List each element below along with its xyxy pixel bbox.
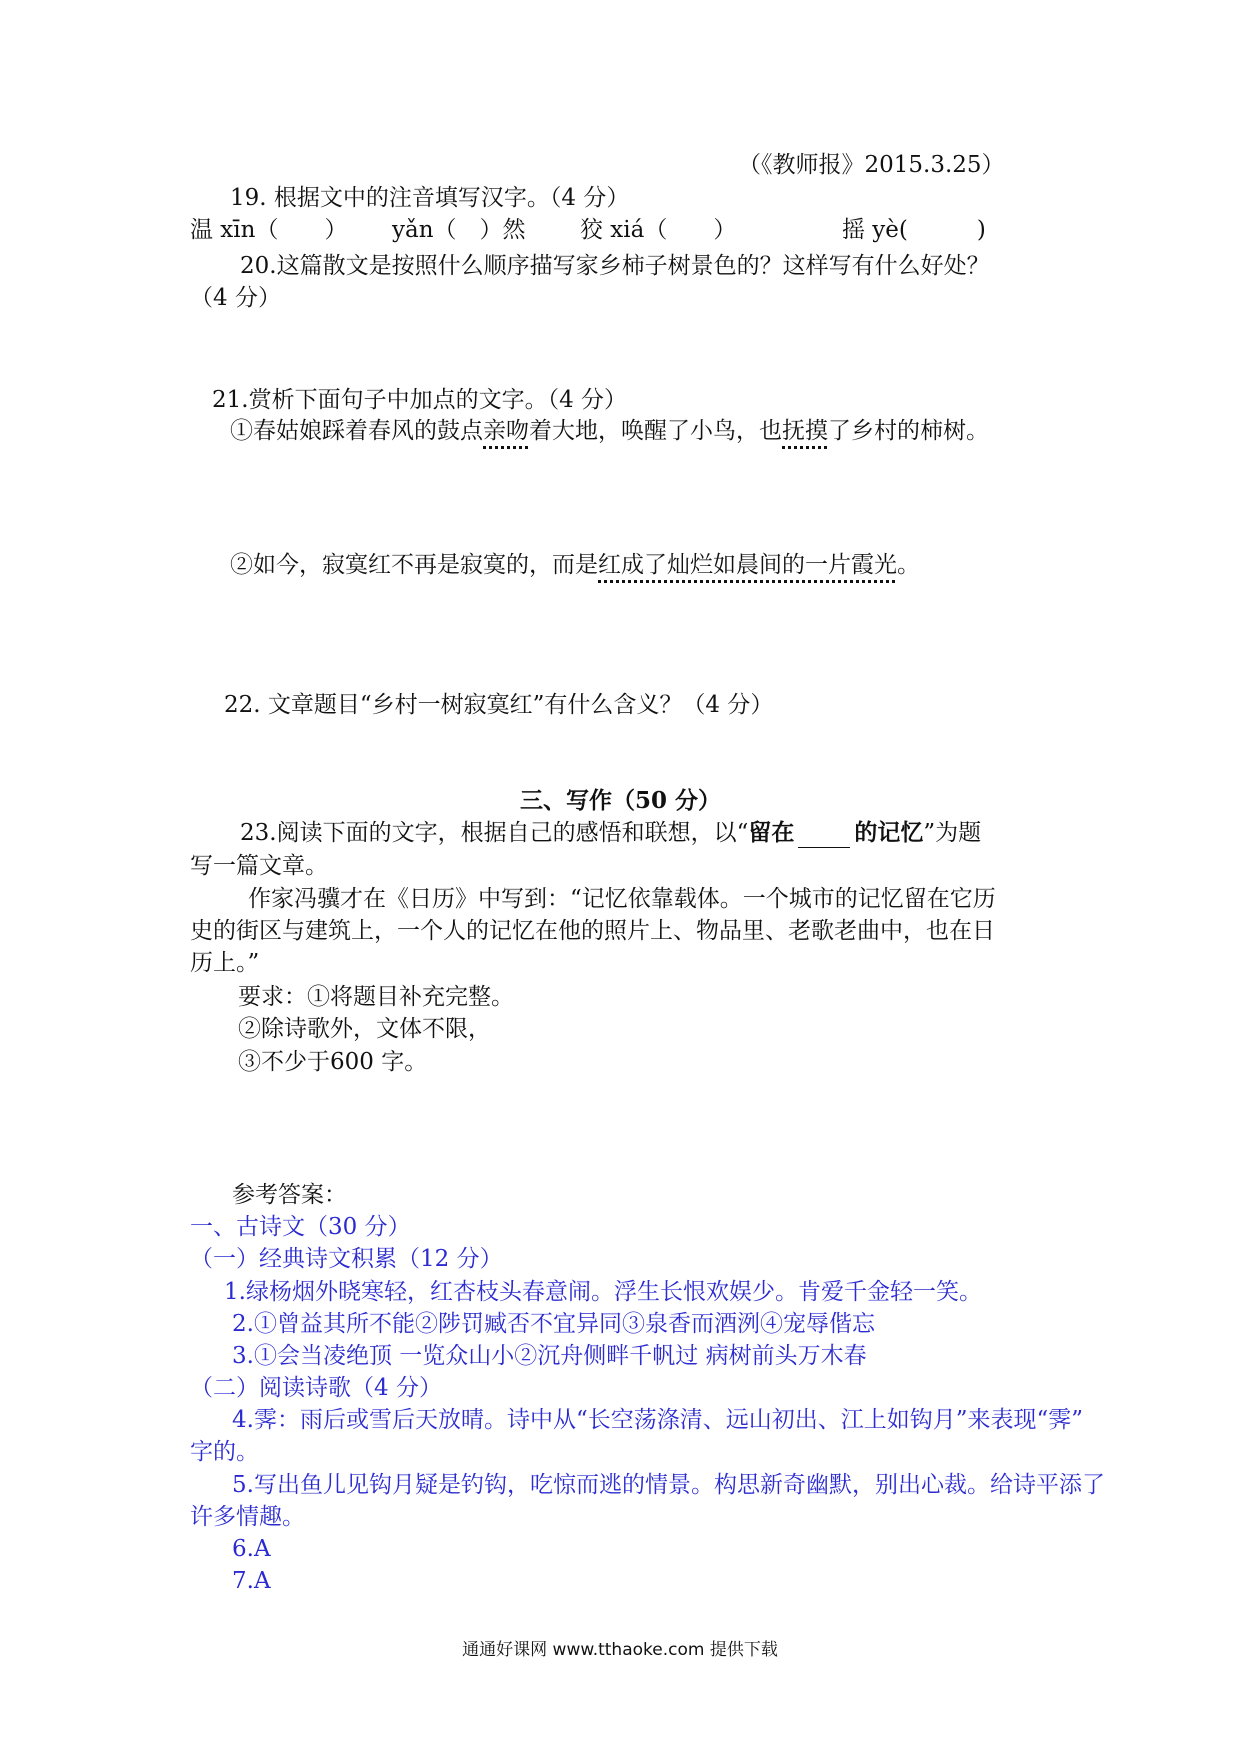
answer-2: 2.①曾益其所不能②陟罚臧否不宜异同③泉香而酒洌④宠辱偕忘: [232, 1311, 875, 1337]
q20-line-2: （4 分）: [190, 285, 281, 311]
answers-sub-1: （一）经典诗文积累（12 分）: [190, 1246, 503, 1272]
q23-quote-2: 史的街区与建筑上，一个人的记忆在他的照片上、物品里、老歌老曲中，也在日: [190, 918, 995, 944]
q21-sentence-2: ②如今，寂寞红不再是寂寞的，而是红成了灿烂如晨间的一片霞光。: [230, 552, 920, 578]
q23-line-2: 写一篇文章。: [190, 853, 328, 879]
answer-1: 1.绿杨烟外晓寒轻，红杏枝头春意闹。浮生长恨欢娱少。肯爱千金轻一笑。: [224, 1279, 982, 1305]
title-blank: [798, 847, 850, 848]
answers-heading: 参考答案：: [232, 1182, 347, 1208]
q23-requirement-2: ②除诗歌外，文体不限，: [238, 1016, 491, 1042]
answer-5-line-1: 5.写出鱼儿见钩月疑是钓钩，吃惊而逃的情景。构思新奇幽默，别出心裁。给诗平添了: [232, 1472, 1105, 1498]
page-footer: 通通好课网 www.tthaoke.com 提供下载: [462, 1640, 778, 1660]
answer-3: 3.①会当凌绝顶 一览众山小②沉舟侧畔千帆过 病树前头万木春: [232, 1343, 867, 1369]
answers-sub-2: （二）阅读诗歌（4 分）: [190, 1375, 442, 1401]
answer-4-line-1: 4.霁：雨后或雪后天放晴。诗中从“长空荡涤清、远山初出、江上如钩月”来表现“霁”: [232, 1407, 1083, 1433]
q21-title: 21.赏析下面句子中加点的文字。（4 分）: [212, 387, 628, 413]
q19-item-2: yǎn（ ）然: [392, 217, 526, 243]
q23-line-1: 23.阅读下面的文字，根据自己的感悟和联想，以“留在 的记忆”为题: [240, 819, 982, 846]
answer-7: 7.A: [232, 1568, 271, 1594]
q21-sentence-1: ①春姑娘踩着春风的鼓点亲吻着大地，唤醒了小鸟，也抚摸了乡村的柿树。: [230, 418, 989, 444]
q19-title: 19. 根据文中的注音填写汉字。（4 分）: [230, 185, 630, 211]
answer-5-line-2: 许多情趣。: [190, 1504, 305, 1530]
answers-part-1: 一、古诗文（30 分）: [190, 1214, 411, 1240]
answer-6: 6.A: [232, 1536, 271, 1562]
q19-item-4: 摇 yè( ): [842, 217, 986, 243]
q19-item-3: 狡 xiá（ ）: [580, 217, 737, 243]
section3-heading: 三、写作（50 分）: [520, 787, 722, 814]
source-citation: （《教师报》2015.3.25）: [738, 152, 1005, 178]
q23-quote-1: 作家冯骥才在《日历》中写到：“记忆依靠载体。一个城市的记忆留在它历: [248, 886, 996, 912]
q23-quote-3: 历上。”: [190, 950, 260, 976]
q22: 22. 文章题目“乡村一树寂寞红”有什么含义？（4 分）: [224, 692, 774, 718]
q23-requirement-1: 要求：①将题目补充完整。: [238, 984, 514, 1010]
q23-requirement-3: ③不少于600 字。: [238, 1049, 428, 1075]
q19-item-1: 温 xīn（ ）: [190, 217, 348, 243]
answer-4-line-2: 字的。: [190, 1439, 259, 1465]
q20-line-1: 20.这篇散文是按照什么顺序描写家乡柿子树景色的？这样写有什么好处？: [240, 253, 990, 279]
